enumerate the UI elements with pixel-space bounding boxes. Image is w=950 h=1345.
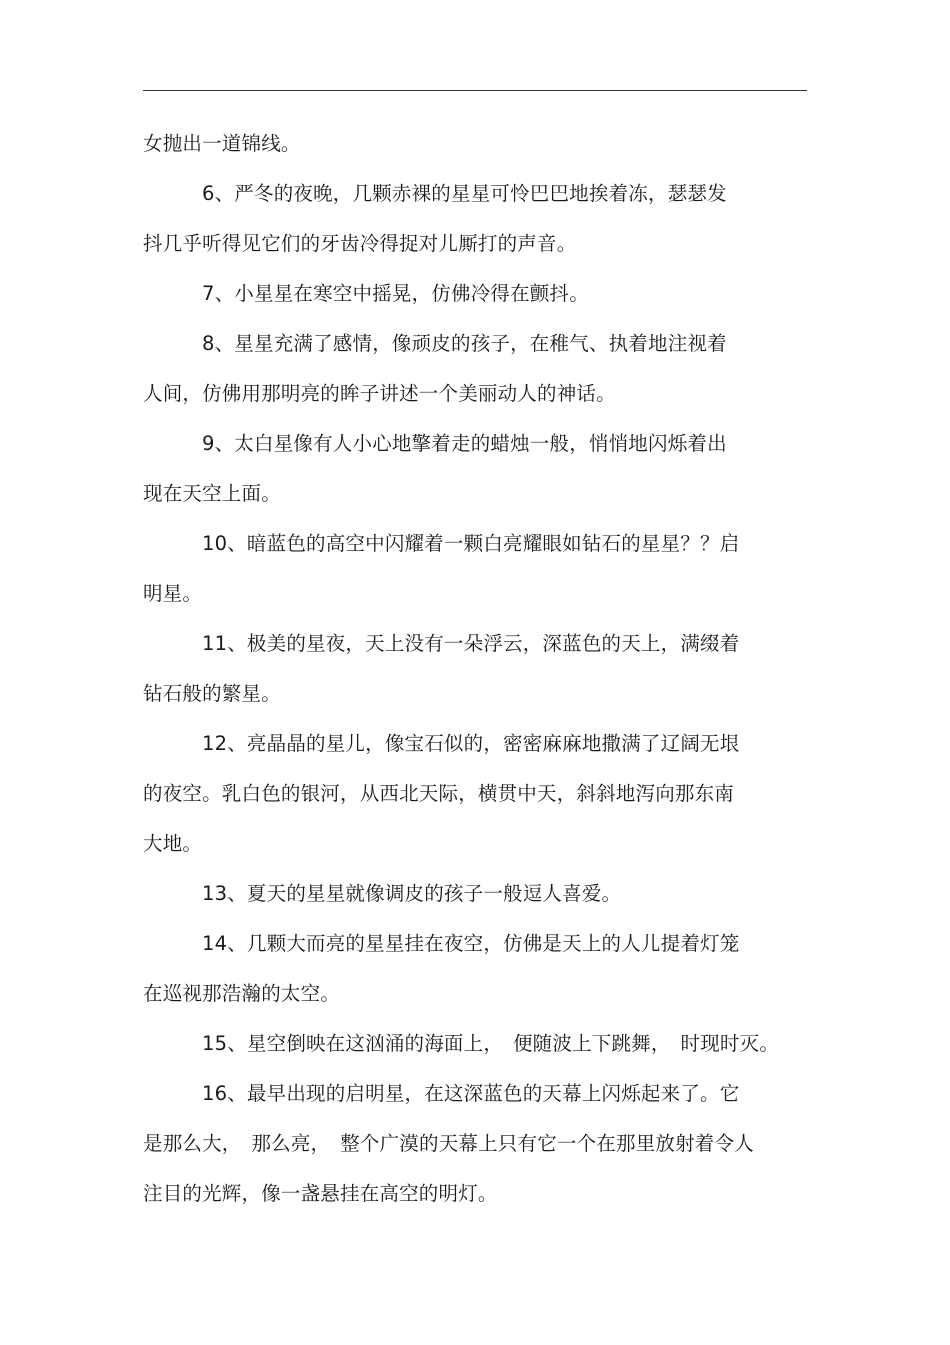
text-line: 6、严冬的夜晚，几颗赤裸的星星可怜巴巴地挨着冻，瑟瑟发 (202, 182, 727, 205)
text-line: 10、暗蓝色的高空中闪耀着一颗白亮耀眼如钻石的星星？？启 (202, 532, 740, 555)
text-line: 钻石般的繁星。 (143, 682, 281, 705)
text-line: 女抛出一道锦线。 (143, 132, 301, 155)
text-line: 8、星星充满了感情，像顽皮的孩子，在稚气、执着地注视着 (202, 332, 727, 355)
text-line: 15、星空倒映在这汹涌的海面上， 便随波上下跳舞， 时现时灭。 (202, 1032, 780, 1055)
text-line: 16、最早出现的启明星，在这深蓝色的天幕上闪烁起来了。它 (202, 1082, 740, 1105)
text-line: 14、几颗大而亮的星星挂在夜空，仿佛是天上的人儿提着灯笼 (202, 932, 740, 955)
text-line: 人间，仿佛用那明亮的眸子讲述一个美丽动人的神话。 (143, 382, 616, 405)
text-line: 明星。 (143, 582, 203, 605)
text-line: 11、极美的星夜，天上没有一朵浮云，深蓝色的天上，满缀着 (202, 632, 740, 655)
text-line: 在巡视那浩瀚的太空。 (143, 982, 341, 1005)
text-line: 12、亮晶晶的星儿，像宝石似的，密密麻麻地撒满了辽阔无垠 (202, 732, 740, 755)
text-line: 9、太白星像有人小心地擎着走的蜡烛一般，悄悄地闪烁着出 (202, 432, 727, 455)
text-line: 抖几乎听得见它们的牙齿冷得捉对儿厮打的声音。 (143, 232, 577, 255)
text-line: 是那么大， 那么亮， 整个广漠的天幕上只有它一个在那里放射着令人 (143, 1132, 754, 1155)
header-rule (143, 90, 807, 91)
text-line: 7、小星星在寒空中摇晃，仿佛冷得在颤抖。 (202, 282, 589, 305)
text-line: 大地。 (143, 832, 203, 855)
text-line: 13、夏天的星星就像调皮的孩子一般逗人喜爱。 (202, 882, 622, 905)
text-line: 注目的光辉，像一盏悬挂在高空的明灯。 (143, 1182, 498, 1205)
text-line: 现在天空上面。 (143, 482, 281, 505)
text-line: 的夜空。乳白色的银河，从西北天际，横贯中天，斜斜地泻向那东南 (143, 782, 735, 805)
